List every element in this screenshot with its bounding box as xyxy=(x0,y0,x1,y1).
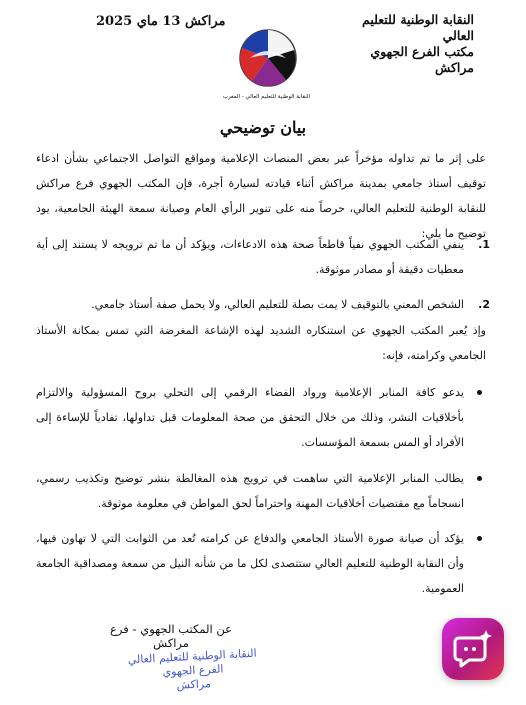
org-line-1: النقابة الوطنية للتعليم xyxy=(362,12,474,27)
logo-caption: النقابة الوطنية للتعليم العالي - المغرب xyxy=(222,94,310,100)
office-stamp xyxy=(127,647,259,696)
stamp-line-1: النقابة الوطنية للتعليم العالي xyxy=(127,646,257,667)
list-item-2 xyxy=(36,292,490,317)
stamp-line-2: الفرع الجهوي xyxy=(162,662,224,679)
item-text-1: ينفي المكتب الجهوي نفياً قاطعاً صحة هذه الادعاءات، ويؤكد أن ما تم ترويجه لا يستند إلى أية معطيات دقيقة أو مصادر موثوقة. xyxy=(36,238,464,276)
organization-header xyxy=(334,12,474,76)
org-line-2: العالي xyxy=(442,28,474,43)
bullet-item-2 xyxy=(36,466,486,516)
date-line: مراكش 13 ماي 2025 xyxy=(96,14,226,29)
item-number-2: 2. xyxy=(478,298,490,311)
bullet-dot-icon xyxy=(477,536,482,541)
chat-assistant-button[interactable] xyxy=(442,618,504,680)
bullet-dot-icon xyxy=(477,476,482,481)
bullet-item-1 xyxy=(36,380,486,455)
document-title: بيان توضيحي xyxy=(219,118,307,137)
bullet-text-2: يطالب المنابر الإعلامية التي ساهمت في ترويج هذه المغالطة بنشر توضيح وتكذيب رسمي، انسجاماً مع مقتضيات أخلاقيات المهنة واحتراماً لحق المواطن في معلومة موثوقة. xyxy=(36,472,464,510)
item-number-1: 1. xyxy=(478,238,490,251)
org-line-4: مراكش xyxy=(435,60,474,75)
stamp-line-3: مراكش xyxy=(176,677,212,692)
list-item-1 xyxy=(36,232,490,282)
bullet-text-1: يدعو كافة المنابر الإعلامية ورواد الفضاء الرقمي إلى التحلي بروح المسؤولية والالتزام بأخلاقيات النشر، وذلك من خلال التحقق من صحة المعلومات قبل تداولها، تفادياً للإساءة إلى الأفراد أو المس بسمعة المؤسسات. xyxy=(36,386,464,449)
bullet-text-3: يؤكد أن صيانة صورة الأستاذ الجامعي والدفاع عن كرامته تُعد من الثوابت التي لا تهاون فيها، وأن النقابة الوطنية للتعليم العالي ستتصدى لكل ما من شأنه النيل من سمعة ومصداقية الجامعة العمومية. xyxy=(36,532,464,595)
intro-paragraph: على إثر ما تم تداوله مؤخراً عبر بعض المنصات الإعلامية ومواقع التواصل الاجتماعي بشأن ادعاء توقيف أستاذ جامعي بمدينة مراكش أثناء قيادته لسيارة أجرة، فإن المكتب الجهوي فرع مراكش للنقابة الوطنية للتعليم العالي، حرصاً منه على تنوير الرأي العام وصيانة سمعة الهيئة الجامعية، يود توضيح ما يلي: xyxy=(36,152,486,240)
bullet-dot-icon xyxy=(477,390,482,395)
bullet-item-3 xyxy=(36,526,486,601)
org-line-3: مكتب الفرع الجهوي xyxy=(370,44,474,59)
chat-sparkle-icon xyxy=(442,618,504,680)
statement-paragraph: وإذ يُعبر المكتب الجهوي عن استنكاره الشديد لهذه الإشاعة المغرضة التي تمس بمكانة الأستاذ الجامعي وكرامته، فإنه: xyxy=(36,324,486,362)
union-logo xyxy=(236,28,300,100)
item-text-2: الشخص المعني بالتوقيف لا يمت بصلة للتعليم العالي، ولا يحمل صفة أستاذ جامعي. xyxy=(91,298,464,311)
signature-line: عن المكتب الجهوي - فرع مراكش xyxy=(110,622,232,650)
